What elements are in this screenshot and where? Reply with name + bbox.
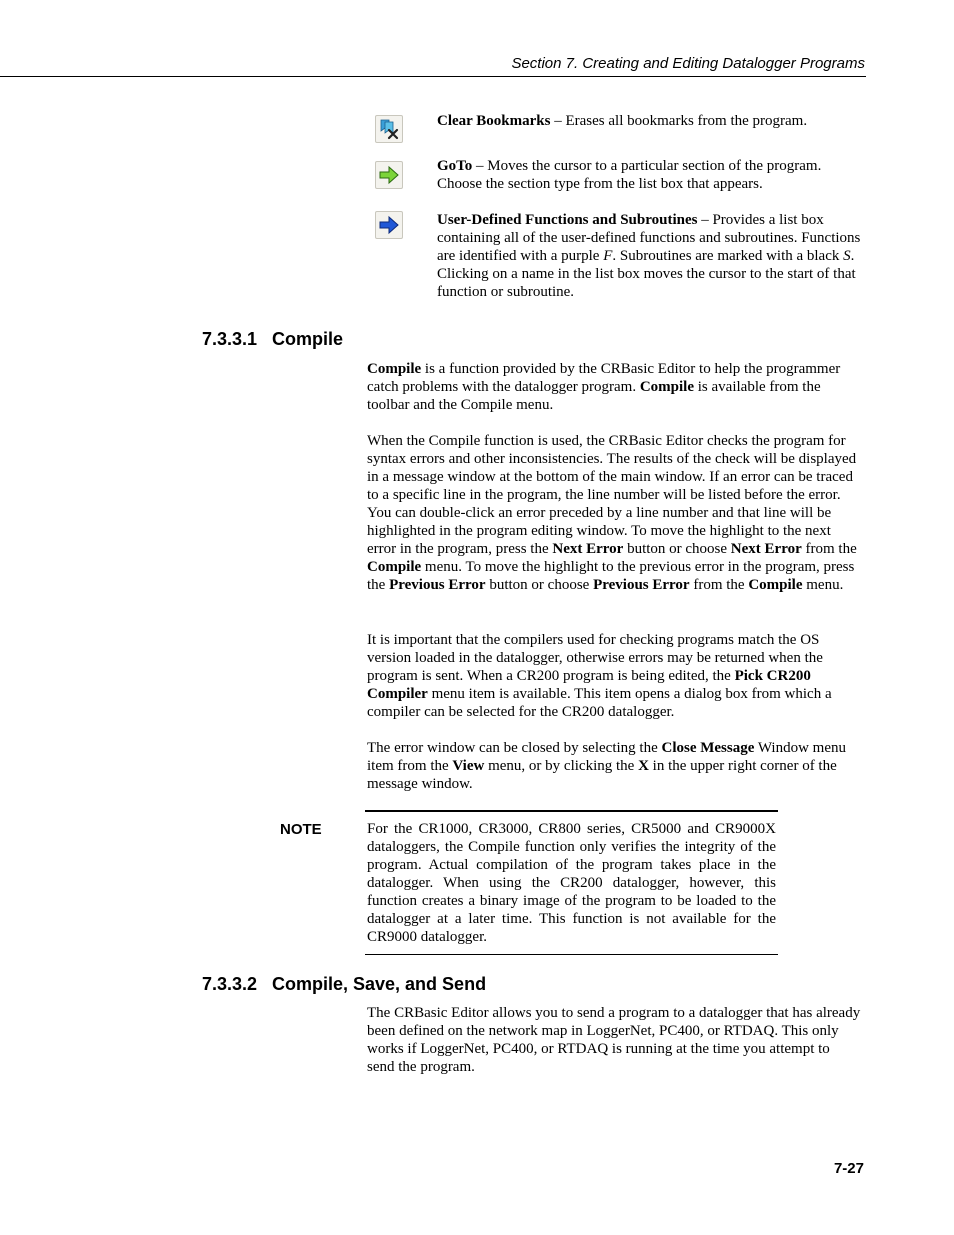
section-heading-compile-save-send: 7.3.3.2 Compile, Save, and Send — [202, 974, 487, 994]
goto-description: GoTo – Moves the cursor to a particular section of the program. Choose the section type from the list box that appears. — [437, 158, 822, 192]
goto-name: GoTo — [437, 158, 473, 174]
header-rule — [0, 76, 866, 77]
goto-arrow-icon — [375, 161, 403, 189]
clear-bookmarks-name: Clear Bookmarks — [437, 113, 551, 129]
compile-paragraph-1: Compile is a function provided by the CRBasic Editor to help the programmer catch problems with the datalogger program. Compile is available from the toolbar and the Compile menu. — [367, 361, 841, 413]
note-label: NOTE — [280, 821, 322, 838]
page-number: 7-27 — [833, 1160, 864, 1177]
user-functions-name: User-Defined Functions and Subroutines — [437, 212, 698, 228]
running-header: Section 7. Creating and Editing Datalogger Programs — [511, 55, 865, 72]
user-functions-arrow-icon — [375, 211, 403, 239]
compile-save-send-paragraph: The CRBasic Editor allows you to send a program to a datalogger that has already been defined on the network map in LoggerNet, PC400, or RTDAQ. This only works if LoggerNet, PC400, or RTDAQ is running at the time you attempt to send the program. — [367, 1005, 861, 1075]
note-top-rule — [365, 810, 778, 812]
compile-paragraph-3: It is important that the compilers used for checking programs match the OS version loaded in the datalogger, otherwise errors may be returned when the program is sent. When a CR200 program is being edited, the Pick CR200 Compiler menu item is available. This item opens a dialog box from which a compiler can be selected for the CR200 datalogger. — [367, 632, 832, 720]
compile-paragraph-2: When the Compile function is used, the CRBasic Editor checks the program for syntax errors and other inconsistencies. The results of the check will be displayed in a message window at the bottom of the main window. If an error can be traced to a specific line in the program, the line number will be listed before the error. You can double-click an error preceded by a line number and that line will be highlighted in the program editing window. To move the highlight to the next error in the program, press the Next Error button or choose Next Error from the Compile menu. To move the highlight to the previous error in the program, press the Previous Error button or choose Previous Error from the Compile menu. — [367, 433, 857, 593]
compile-paragraph-4: The error window can be closed by selecting the Close Message Window menu item from the View menu, or by clicking the X in the upper right corner of the message window. — [367, 740, 847, 792]
clear-bookmarks-icon — [375, 115, 403, 143]
note-text: For the CR1000, CR3000, CR800 series, CR5000 and CR9000X dataloggers, the Compile function only verifies the integrity of the program. Actual compilation of the program takes place in the datalogger. When using the CR200 datalogger, however, this function creates a binary image of the program to be loaded to the datalogger at a later time. This function is not available for the CR9000 datalogger. — [367, 821, 776, 945]
user-functions-description: User-Defined Functions and Subroutines – Provides a list box containing all of the user-defined functions and subroutines. Functions are identified with a purple F. Subroutines are marked with a black S. Clicking on a name in the list box moves the cursor to the start of that function or subroutine. — [437, 212, 861, 300]
clear-bookmarks-description: Clear Bookmarks – Erases all bookmarks from the program. — [437, 113, 808, 129]
section-heading-compile: 7.3.3.1 Compile — [202, 329, 344, 349]
note-bottom-rule — [365, 954, 778, 955]
